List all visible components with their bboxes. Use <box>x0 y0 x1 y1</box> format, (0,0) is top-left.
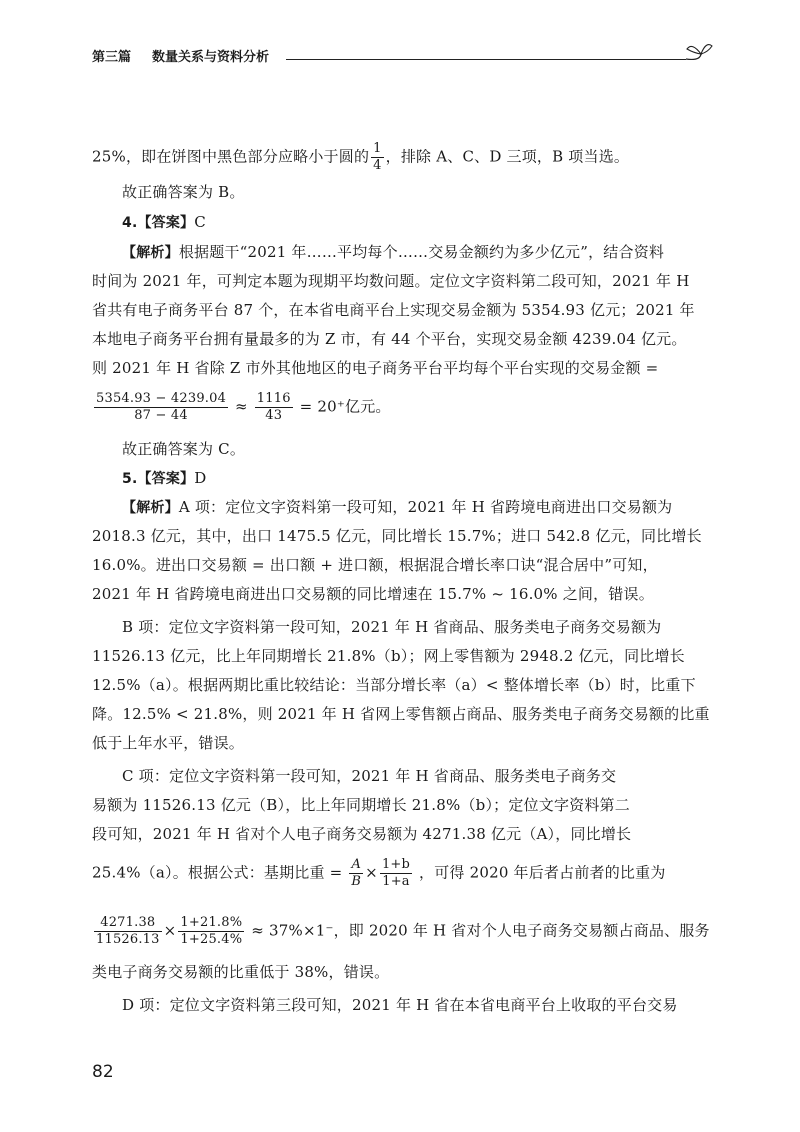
header-rule <box>286 59 686 60</box>
fraction: $\frac{4271.38}{11526.13}$ <box>96 915 160 947</box>
fraction: $\frac{1+b}{1+a}$ <box>381 857 411 889</box>
text-line: 2021 年 H 省跨境电商进出口交易额的同比增速在 15.7% ~ 16.0% 之间，错误。 <box>92 585 654 603</box>
text-line: 12.5%（a）。根据两期比重比较结论：当部分增长率（a）< 整体增长率（b）时，比重下 <box>92 676 696 694</box>
formula-line: 25.4%（a）。根据公式：基期比重 = $\frac{A}{B}$ × $\frac{1+b}{1+a}$ ，可得 2020 年后者占前者的比重为 <box>92 857 666 889</box>
text-line: 【解析】根据题干“2021 年……平均每个……交易金额约为多少亿元”，结合资料 <box>122 243 665 261</box>
text-line: 16.0%。进出口交易额 = 出口额 + 进口额，根据混合增长率口诀“混合居中”可知， <box>92 556 658 574</box>
text-line: 段可知，2021 年 H 省对个人电子商务交易额为 4271.38 亿元（A），同比增长 <box>92 825 632 843</box>
text-line: 低于上年水平，错误。 <box>92 734 245 752</box>
page-header <box>92 46 712 70</box>
text-line: 省共有电子商务平台 87 个，在本省电商平台上实现交易金额为 5354.93 亿元；2021 年 <box>92 301 695 319</box>
text-line: 11526.13 亿元，比上年同期增长 21.8%（b）；网上零售额为 2948.2 亿元，同比增长 <box>92 647 685 665</box>
formula-line: $\frac{5354.93 - 4239.04}{87 - 44}$ ≈ $\frac{1116}{43}$ = 20⁺亿元。 <box>96 391 391 423</box>
text-line: 降。12.5% < 21.8%，则 2021 年 H 省网上零售额占商品、服务类电子商务交易额的比重 <box>92 705 710 723</box>
text-line: B 项：定位文字资料第一段可知，2021 年 H 省商品、服务类电子商务交易额为 <box>122 618 662 636</box>
text-line: 【解析】A 项：定位文字资料第一段可知，2021 年 H 省跨境电商进出口交易额为 <box>122 498 673 516</box>
text-line: 本地电子商务平台拥有量最多的为 Z 市，有 44 个平台，实现交易金额 4239.04 亿元。 <box>92 330 687 348</box>
text-line: 则 2021 年 H 省除 Z 市外其他地区的电子商务平台平均每个平台实现的交易金额 = <box>92 359 659 377</box>
text-line: 故正确答案为 C。 <box>122 440 246 458</box>
header-title: 数量关系与资料分析 <box>152 50 270 65</box>
fraction: $\frac{A}{B}$ <box>351 857 362 889</box>
fraction-one-quarter: $\frac{1}{4}$ <box>373 141 382 173</box>
page-number: 82 <box>92 1062 114 1082</box>
formula-line: $\frac{4271.38}{11526.13}$ × $\frac{1+21.8\%}{1+25.4\%}$ ≈ 37%×1⁻，即 2020 年 H 省对个人电子商务交易额占商品、服务 <box>96 915 710 947</box>
text-line: D 项：定位文字资料第三段可知，2021 年 H 省在本省电商平台上收取的平台交易 <box>122 996 678 1014</box>
fraction: $\frac{1116}{43}$ <box>256 391 291 423</box>
text-line: 类电子商务交易额的比重低于 38%，错误。 <box>92 963 390 981</box>
header-section: 第三篇 <box>92 50 132 65</box>
text-line: 2018.3 亿元，其中，出口 1475.5 亿元，同比增长 15.7%；进口 542.8 亿元，同比增长 <box>92 527 702 545</box>
text-line: 易额为 11526.13 亿元（B），比上年同期增长 21.8%（b）；定位文字资料第二 <box>92 796 630 814</box>
text-line: 故正确答案为 B。 <box>122 183 245 201</box>
sprout-icon <box>680 40 714 66</box>
text-line: 25%，即在饼图中黑色部分应略小于圆的 $\frac{1}{4}$ ，排除 A、C、D 三项，B 项当选。 <box>92 141 630 173</box>
text-line: 时间为 2021 年，可判定本题为现期平均数问题。定位文字资料第二段可知，2021 年 H <box>92 272 690 290</box>
answer-5: 5.【答案】D <box>122 469 207 487</box>
text-line: C 项：定位文字资料第一段可知，2021 年 H 省商品、服务类电子商务交 <box>122 767 617 785</box>
fraction: $\frac{1+21.8\%}{1+25.4\%}$ <box>180 915 243 947</box>
answer-4: 4.【答案】C <box>122 213 206 231</box>
fraction: $\frac{5354.93 - 4239.04}{87 - 44}$ <box>96 391 227 423</box>
